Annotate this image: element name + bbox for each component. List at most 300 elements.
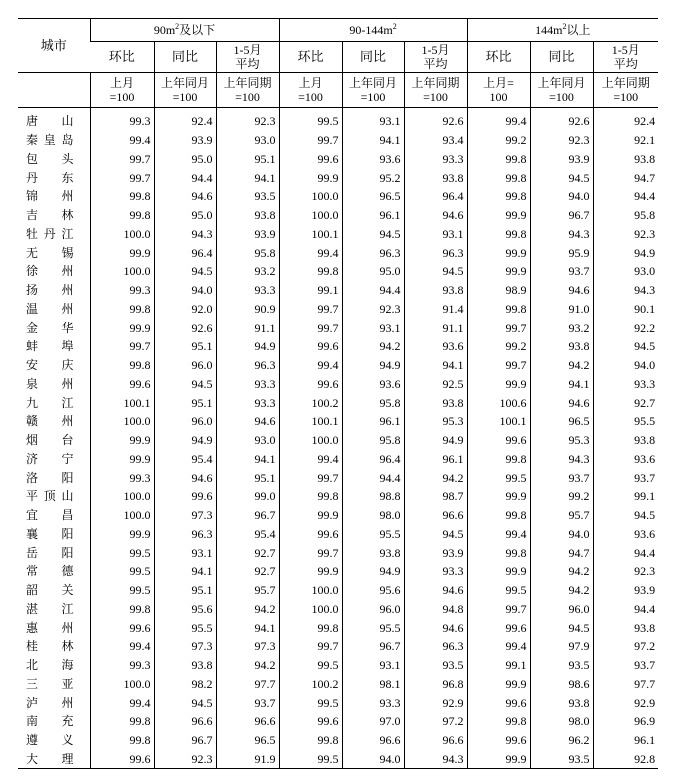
index-value: 94.1 (342, 131, 404, 150)
city-name: 惠州 (26, 620, 74, 635)
index-value: 99.8 (279, 262, 342, 281)
index-value: 100.0 (90, 225, 154, 244)
index-value: 94.6 (404, 206, 467, 225)
group-header-144-above: $144m^2$以上 (467, 19, 658, 42)
index-value: 93.8 (404, 393, 467, 412)
index-value: 94.9 (216, 337, 279, 356)
index-value: 94.9 (404, 431, 467, 450)
index-value: 95.3 (530, 431, 593, 450)
index-value: 99.8 (90, 356, 154, 375)
city-name: 九江 (26, 395, 74, 410)
city-name: 牡丹江 (26, 226, 74, 241)
index-value: 100.1 (90, 393, 154, 412)
ytd-header: 1-5月 平均 (593, 42, 658, 73)
table-row (18, 375, 658, 394)
city-name: 烟台 (26, 433, 74, 448)
index-value: 94.2 (530, 356, 593, 375)
index-value: 96.1 (342, 412, 404, 431)
yoy-header: 同比 (154, 42, 216, 73)
index-value: 99.6 (279, 712, 342, 731)
index-value: 96.2 (530, 731, 593, 750)
index-value: 92.3 (342, 300, 404, 319)
index-value: 92.9 (593, 693, 658, 712)
index-value: 97.2 (593, 637, 658, 656)
index-value: 92.1 (593, 131, 658, 150)
index-value: 92.4 (593, 108, 658, 131)
index-value: 99.6 (154, 487, 216, 506)
index-value: 99.7 (467, 356, 530, 375)
index-value: 91.9 (216, 750, 279, 769)
index-value: 94.1 (154, 562, 216, 581)
city-name: 温州 (26, 301, 74, 316)
index-value: 95.2 (342, 168, 404, 187)
index-value: 99.5 (467, 581, 530, 600)
index-value: 93.5 (404, 656, 467, 675)
index-value: 97.7 (216, 675, 279, 694)
index-value: 94.1 (216, 450, 279, 469)
index-value: 94.7 (593, 168, 658, 187)
index-value: 91.0 (530, 300, 593, 319)
base-ytd: 上年同期 =100 (593, 73, 658, 108)
index-value: 99.8 (90, 187, 154, 206)
index-value: 100.0 (279, 581, 342, 600)
index-value: 94.0 (530, 187, 593, 206)
index-value: 96.3 (404, 243, 467, 262)
index-value: 92.7 (216, 543, 279, 562)
index-value: 99.4 (279, 356, 342, 375)
index-value: 95.1 (216, 150, 279, 169)
index-value: 100.0 (279, 600, 342, 619)
index-value: 94.2 (342, 337, 404, 356)
base-ytd: 上年同期 =100 (216, 73, 279, 108)
index-value: 95.8 (342, 431, 404, 450)
index-value: 92.3 (593, 562, 658, 581)
index-value: 98.8 (342, 487, 404, 506)
city-header-spacer (18, 73, 90, 108)
index-value: 93.7 (530, 262, 593, 281)
index-value: 99.7 (467, 318, 530, 337)
index-value: 93.8 (216, 206, 279, 225)
index-value: 98.9 (467, 281, 530, 300)
index-value: 93.3 (342, 693, 404, 712)
index-value: 94.5 (154, 693, 216, 712)
index-value: 93.6 (342, 150, 404, 169)
index-value: 99.4 (90, 131, 154, 150)
base-mom: 上月 =100 (90, 73, 154, 108)
index-value: 99.8 (467, 300, 530, 319)
index-value: 99.6 (90, 750, 154, 769)
index-value: 94.9 (342, 562, 404, 581)
index-value: 95.8 (216, 243, 279, 262)
index-value: 92.6 (530, 108, 593, 131)
index-value: 94.4 (342, 468, 404, 487)
yoy-header: 同比 (342, 42, 404, 73)
index-value: 96.1 (342, 206, 404, 225)
index-value: 92.3 (593, 225, 658, 244)
index-value: 97.9 (530, 637, 593, 656)
index-value: 100.1 (279, 412, 342, 431)
index-value: 99.6 (467, 618, 530, 637)
index-value: 93.1 (342, 656, 404, 675)
index-value: 99.1 (593, 487, 658, 506)
index-value: 98.0 (342, 506, 404, 525)
index-value: 93.6 (342, 375, 404, 394)
mom-header: 环比 (90, 42, 154, 73)
index-value: 99.9 (90, 450, 154, 469)
price-index-table (18, 18, 658, 769)
index-value: 93.2 (530, 318, 593, 337)
index-value: 93.1 (342, 108, 404, 131)
index-value: 96.6 (154, 712, 216, 731)
index-value: 93.8 (342, 543, 404, 562)
mom-header: 环比 (279, 42, 342, 73)
index-value: 94.4 (154, 168, 216, 187)
index-value: 93.8 (404, 281, 467, 300)
index-value: 90.1 (593, 300, 658, 319)
index-value: 93.9 (154, 131, 216, 150)
index-value: 94.8 (404, 600, 467, 619)
index-value: 94.5 (154, 262, 216, 281)
index-value: 99.8 (467, 168, 530, 187)
table-row (18, 108, 658, 131)
index-value: 93.8 (593, 431, 658, 450)
index-value: 100.0 (90, 412, 154, 431)
index-value: 99.9 (279, 168, 342, 187)
city-column-header: 城市 (18, 19, 90, 73)
table-row (18, 300, 658, 319)
index-value: 99.9 (467, 487, 530, 506)
table-row (18, 243, 658, 262)
index-value: 99.7 (279, 300, 342, 319)
index-value: 97.3 (216, 637, 279, 656)
index-value: 99.8 (90, 712, 154, 731)
index-value: 94.3 (404, 750, 467, 769)
index-value: 93.0 (216, 131, 279, 150)
index-value: 92.3 (530, 131, 593, 150)
table-row (18, 468, 658, 487)
index-value: 97.0 (342, 712, 404, 731)
index-value: 94.0 (342, 750, 404, 769)
index-value: 99.7 (279, 131, 342, 150)
index-value: 93.0 (593, 262, 658, 281)
table-row (18, 731, 658, 750)
index-value: 94.1 (216, 168, 279, 187)
index-value: 94.6 (154, 187, 216, 206)
index-value: 99.5 (467, 468, 530, 487)
index-value: 99.7 (90, 150, 154, 169)
index-value: 93.3 (216, 375, 279, 394)
index-value: 96.5 (342, 187, 404, 206)
table-row (18, 206, 658, 225)
city-name: 安庆 (26, 358, 74, 373)
table-row (18, 318, 658, 337)
base-yoy: 上年同月 =100 (154, 73, 216, 108)
index-value: 93.7 (216, 693, 279, 712)
table-body (18, 108, 658, 769)
index-value: 99.4 (90, 693, 154, 712)
table-row (18, 487, 658, 506)
city-name: 常德 (26, 564, 74, 579)
index-value: 99.4 (467, 637, 530, 656)
table-row (18, 168, 658, 187)
index-value: 96.6 (404, 731, 467, 750)
table-row (18, 543, 658, 562)
index-value: 92.3 (216, 108, 279, 131)
city-name: 无锡 (26, 245, 74, 260)
city-name: 唐山 (26, 114, 74, 129)
index-value: 93.9 (404, 543, 467, 562)
index-value: 98.2 (154, 675, 216, 694)
index-value: 99.9 (467, 262, 530, 281)
index-value: 99.9 (90, 525, 154, 544)
index-value: 95.6 (342, 581, 404, 600)
table-row (18, 581, 658, 600)
index-value: 93.7 (530, 468, 593, 487)
index-value: 96.9 (593, 712, 658, 731)
index-value: 93.8 (593, 150, 658, 169)
index-value: 99.4 (467, 525, 530, 544)
index-value: 99.8 (467, 225, 530, 244)
index-value: 99.8 (90, 206, 154, 225)
table-row (18, 618, 658, 637)
index-value: 99.8 (467, 543, 530, 562)
index-value: 96.4 (404, 187, 467, 206)
index-value: 98.6 (530, 675, 593, 694)
index-value: 95.8 (593, 206, 658, 225)
index-value: 96.3 (154, 525, 216, 544)
index-value: 99.2 (467, 337, 530, 356)
city-name: 泉州 (26, 376, 74, 391)
table-row (18, 412, 658, 431)
index-value: 99.6 (90, 618, 154, 637)
index-value: 99.6 (90, 375, 154, 394)
index-value: 92.5 (404, 375, 467, 394)
index-value: 99.9 (467, 375, 530, 394)
index-value: 96.3 (342, 243, 404, 262)
city-name: 泸州 (26, 695, 74, 710)
index-value: 99.9 (467, 750, 530, 769)
index-value: 96.5 (216, 731, 279, 750)
index-value: 97.3 (154, 637, 216, 656)
index-value: 94.4 (593, 187, 658, 206)
index-value: 95.0 (342, 262, 404, 281)
index-value: 99.6 (279, 375, 342, 394)
index-value: 96.6 (404, 506, 467, 525)
index-value: 94.9 (593, 243, 658, 262)
mom-header: 环比 (467, 42, 530, 73)
index-value: 94.9 (154, 431, 216, 450)
index-value: 99.1 (467, 656, 530, 675)
index-value: 92.6 (154, 318, 216, 337)
index-value: 95.7 (530, 506, 593, 525)
index-value: 94.5 (342, 225, 404, 244)
index-value: 93.3 (216, 393, 279, 412)
index-value: 96.0 (530, 600, 593, 619)
base-mom: 上月= 100 (467, 73, 530, 108)
index-value: 99.6 (467, 431, 530, 450)
index-value: 97.3 (154, 506, 216, 525)
table-row (18, 337, 658, 356)
index-value: 100.0 (90, 675, 154, 694)
index-value: 91.1 (216, 318, 279, 337)
city-name: 湛江 (26, 601, 74, 616)
base-mom: 上月 =100 (279, 73, 342, 108)
index-value: 93.6 (593, 525, 658, 544)
index-value: 99.0 (216, 487, 279, 506)
index-value: 93.7 (593, 468, 658, 487)
index-value: 99.8 (467, 450, 530, 469)
city-name: 洛阳 (26, 470, 74, 485)
city-name: 金华 (26, 320, 74, 335)
city-name: 岳阳 (26, 545, 74, 560)
yoy-header: 同比 (530, 42, 593, 73)
index-value: 99.3 (90, 281, 154, 300)
index-value: 95.9 (530, 243, 593, 262)
index-value: 96.0 (342, 600, 404, 619)
index-value: 96.6 (216, 712, 279, 731)
index-value: 94.6 (530, 281, 593, 300)
index-value: 95.5 (342, 618, 404, 637)
index-value: 93.8 (593, 618, 658, 637)
table-row (18, 431, 658, 450)
table-row (18, 262, 658, 281)
city-name: 南充 (26, 714, 74, 729)
table-header (18, 19, 658, 108)
index-value: 99.2 (467, 131, 530, 150)
index-value: 99.3 (90, 468, 154, 487)
index-value: 99.6 (279, 337, 342, 356)
city-name: 北海 (26, 658, 74, 673)
index-value: 99.9 (90, 318, 154, 337)
index-value: 94.3 (530, 450, 593, 469)
index-value: 95.7 (216, 581, 279, 600)
table-row (18, 637, 658, 656)
city-name: 宜昌 (26, 508, 74, 523)
index-value: 100.2 (279, 393, 342, 412)
index-value: 95.0 (154, 206, 216, 225)
index-value: 99.5 (90, 581, 154, 600)
index-value: 94.5 (593, 506, 658, 525)
table-row (18, 600, 658, 619)
index-value: 99.2 (530, 487, 593, 506)
index-value: 94.3 (530, 225, 593, 244)
index-value: 99.8 (90, 600, 154, 619)
index-value: 96.1 (593, 731, 658, 750)
index-value: 99.5 (90, 562, 154, 581)
index-value: 99.6 (467, 693, 530, 712)
index-value: 96.5 (530, 412, 593, 431)
index-value: 95.5 (593, 412, 658, 431)
group-header-90-144: $90-144m^2$ (279, 19, 467, 42)
city-name: 大理 (18, 750, 90, 769)
index-value: 99.9 (467, 206, 530, 225)
index-value: 96.0 (154, 412, 216, 431)
index-value: 99.7 (279, 318, 342, 337)
index-value: 96.0 (154, 356, 216, 375)
index-value: 100.0 (279, 187, 342, 206)
index-value: 95.5 (342, 525, 404, 544)
index-value: 100.0 (90, 487, 154, 506)
index-value: 100.0 (279, 431, 342, 450)
index-value: 92.4 (154, 108, 216, 131)
index-value: 94.2 (216, 600, 279, 619)
index-value: 96.7 (342, 637, 404, 656)
index-value: 94.5 (530, 168, 593, 187)
index-value: 93.5 (530, 750, 593, 769)
table-row (18, 450, 658, 469)
index-value: 96.1 (404, 450, 467, 469)
index-value: 99.8 (467, 150, 530, 169)
index-value: 100.0 (90, 506, 154, 525)
base-ytd: 上年同期 =100 (404, 73, 467, 108)
base-yoy: 上年同月 =100 (530, 73, 593, 108)
table-row (18, 150, 658, 169)
city-name: 遵义 (26, 733, 74, 748)
index-value: 99.5 (279, 693, 342, 712)
table-row (18, 693, 658, 712)
city-name: 徐州 (26, 264, 74, 279)
city-name: 济宁 (26, 451, 74, 466)
index-value: 94.5 (593, 337, 658, 356)
index-value: 93.1 (154, 543, 216, 562)
index-value: 98.7 (404, 487, 467, 506)
city-name: 三亚 (26, 676, 74, 691)
city-name: 秦皇岛 (26, 133, 74, 148)
index-value: 93.5 (530, 656, 593, 675)
index-value: 98.1 (342, 675, 404, 694)
index-value: 94.7 (530, 543, 593, 562)
index-value: 93.6 (593, 450, 658, 469)
index-value: 93.1 (404, 225, 467, 244)
index-value: 99.7 (467, 600, 530, 619)
index-value: 92.7 (216, 562, 279, 581)
index-value: 100.1 (279, 225, 342, 244)
index-value: 95.4 (216, 525, 279, 544)
index-value: 99.8 (279, 487, 342, 506)
table-row (18, 131, 658, 150)
index-value: 94.2 (216, 656, 279, 675)
index-value: 94.6 (530, 393, 593, 412)
index-value: 99.9 (90, 243, 154, 262)
index-value: 99.9 (467, 562, 530, 581)
city-name: 丹东 (26, 170, 74, 185)
index-value: 99.5 (279, 656, 342, 675)
index-value: 94.5 (154, 375, 216, 394)
index-value: 99.3 (90, 108, 154, 131)
index-value: 95.5 (154, 618, 216, 637)
index-value: 99.4 (90, 637, 154, 656)
index-value: 96.4 (342, 450, 404, 469)
index-value: 96.3 (404, 637, 467, 656)
ytd-header: 1-5月 平均 (404, 42, 467, 73)
base-yoy: 上年同月 =100 (342, 73, 404, 108)
index-value: 99.8 (467, 506, 530, 525)
index-value: 93.8 (530, 693, 593, 712)
index-value: 96.7 (154, 731, 216, 750)
index-value: 94.5 (404, 525, 467, 544)
index-value: 90.9 (216, 300, 279, 319)
index-value: 94.0 (593, 356, 658, 375)
index-value: 97.2 (404, 712, 467, 731)
index-value: 95.1 (154, 393, 216, 412)
index-value: 93.4 (404, 131, 467, 150)
index-value: 94.9 (342, 356, 404, 375)
city-name: 扬州 (26, 283, 74, 298)
index-value: 92.3 (154, 750, 216, 769)
table-row (18, 281, 658, 300)
ytd-header: 1-5月 平均 (216, 42, 279, 73)
index-value: 93.9 (593, 581, 658, 600)
